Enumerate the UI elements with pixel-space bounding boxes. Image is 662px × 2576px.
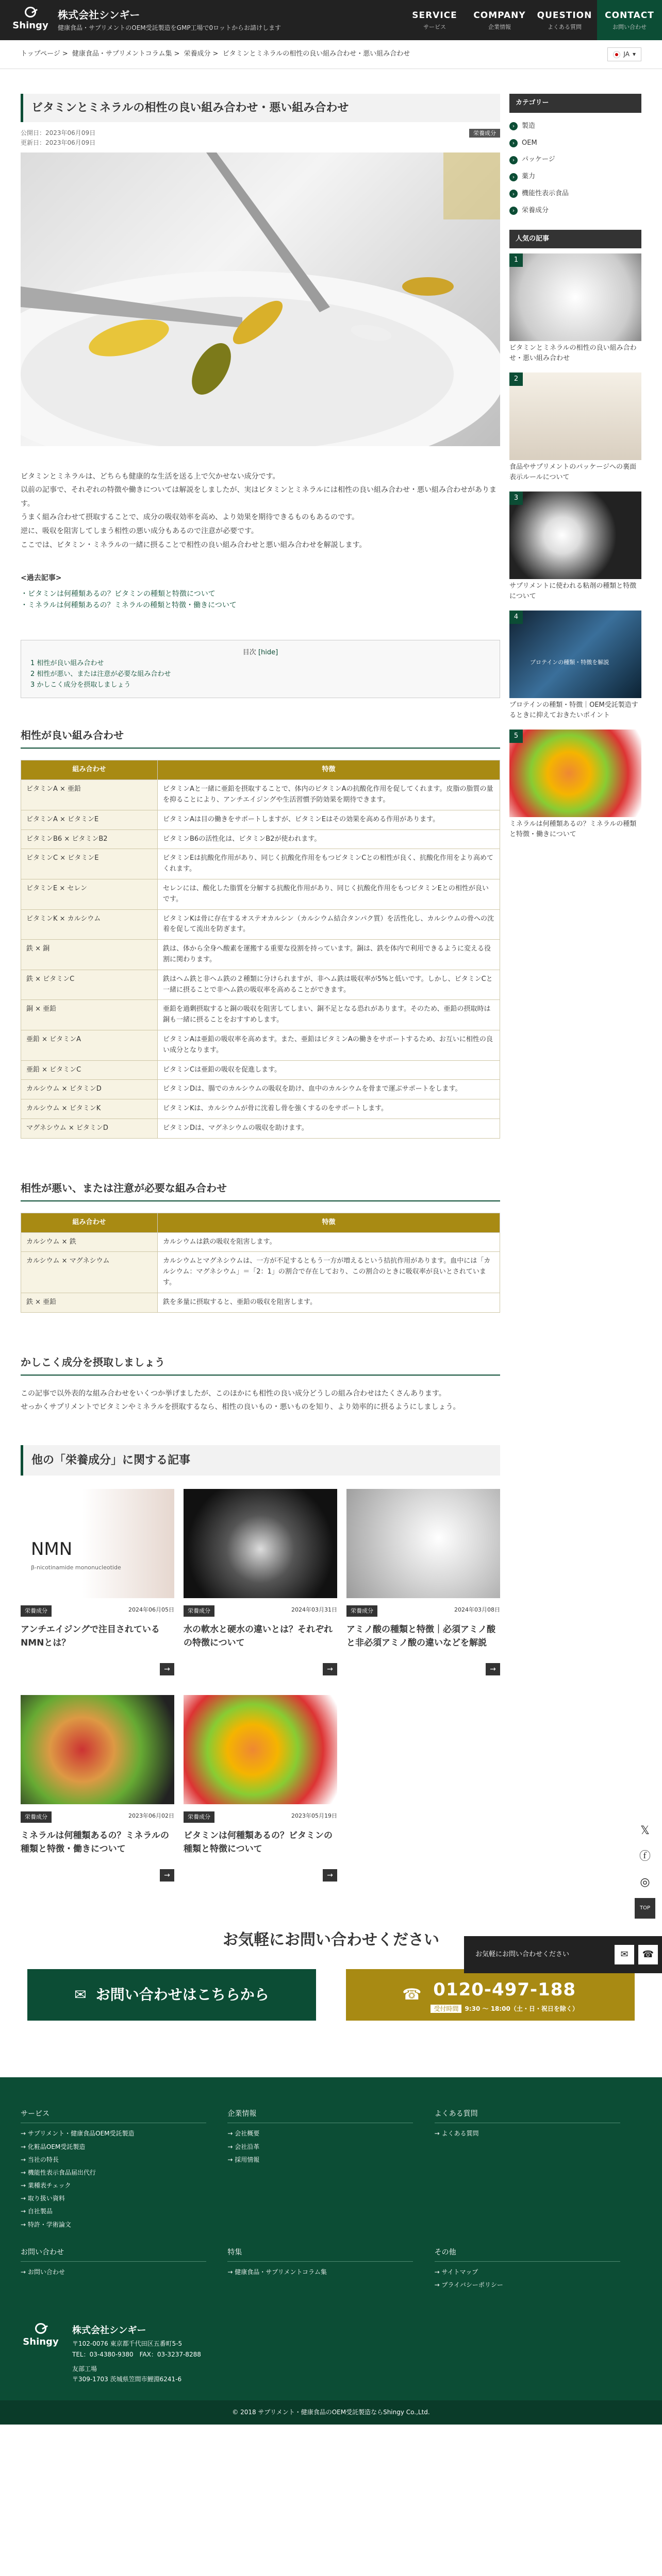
footer-company: 株式会社シンギー	[72, 2325, 146, 2336]
sidebar-category-item[interactable]	[509, 151, 641, 168]
nav-service[interactable]	[402, 0, 467, 40]
card-category-badge[interactable]: 栄養成分	[346, 1605, 377, 1617]
logo-ring-icon	[25, 7, 36, 18]
combination-cell: 鉄 × ビタミンC	[21, 970, 158, 1000]
feature-cell: ビタミンB6の活性化は、ビタミンB2が使われます。	[158, 829, 500, 849]
sidebar-category-item[interactable]	[509, 118, 641, 135]
combination-cell: 亜鉛 × ビタミンA	[21, 1030, 158, 1061]
table-row	[21, 1232, 500, 1252]
card-title: アンチエイジングで注目されているNMNとは？	[21, 1624, 160, 1648]
combination-cell: ビタミンC × ビタミンE	[21, 849, 158, 879]
feature-cell: セレンには、酸化した脂質を分解する抗酸化作用があり、同じく抗酸化作用をもつビタミンEとの相性が良いです。	[158, 879, 500, 910]
card-category-badge[interactable]: 栄養成分	[184, 1605, 214, 1617]
toc-title: 目次	[242, 649, 256, 657]
instagram-icon[interactable]: ◎	[640, 1876, 650, 1889]
article	[21, 94, 500, 1892]
popular-rank-badge: 3	[509, 492, 523, 505]
section-closing-heading: かしこく成分を摂取しましょう	[21, 1354, 500, 1376]
related-articles	[21, 1445, 500, 1892]
popular-heading: 人気の記事	[509, 230, 641, 249]
table-header: 組み合わせ	[21, 760, 158, 780]
breadcrumb-category[interactable]: 栄養成分	[184, 50, 211, 58]
feature-cell: 亜鉛を過剰摂取すると銅の吸収を阻害してしまい、銅不足となる恐れがあります。そのため、亜鉛の摂取時は銅も一緒に摂ることをおすすめします。	[158, 1000, 500, 1030]
table-row	[21, 780, 500, 810]
popular-article-image	[509, 372, 641, 460]
logo-text: Shingy	[23, 2336, 59, 2347]
table-header: 特徴	[158, 1213, 500, 1232]
chevron-right-icon: ›	[509, 207, 518, 215]
intro-text	[21, 470, 500, 552]
footer-column-heading: よくある質問	[435, 2108, 620, 2123]
logo-area[interactable]	[10, 7, 281, 33]
table-row	[21, 1252, 500, 1293]
combination-cell: カルシウム × マグネシウム	[21, 1252, 158, 1293]
article-title: ビタミンとミネラルの相性の良い組み合わせ・悪い組み合わせ	[21, 94, 500, 122]
related-card-image	[21, 1489, 174, 1598]
toc-item[interactable]: 1 相性が良い組み合わせ	[30, 659, 104, 668]
popular-article-image	[509, 253, 641, 341]
footer-link[interactable]: → サイトマップ	[434, 2268, 478, 2276]
popular-article-title: ミネラルは何種類あるの？ミネラルの種類と特徴・働きについて	[509, 820, 637, 838]
sidebar-category-label: 栄養成分	[522, 206, 549, 214]
popular-article-title: サプリメントに使われる粘剤の種類と特徴について	[509, 582, 637, 600]
combination-cell: カルシウム × ビタミンK	[21, 1099, 158, 1119]
logo-text: Shingy	[12, 20, 48, 31]
nav-ja: サービス	[423, 23, 446, 30]
popular-rank-badge: 2	[509, 372, 523, 386]
sidebar-category-item[interactable]	[509, 185, 641, 202]
card-date: 2024年03月31日	[291, 1606, 337, 1613]
card-date: 2024年06月05日	[128, 1606, 174, 1613]
sidebar-category-label: パッケージ	[522, 156, 555, 164]
hours-text: 9:30 ～ 18:00（土・日・祝日を除く）	[465, 2005, 578, 2012]
toc-item[interactable]: 3 かしこく成分を摂取しましょう	[30, 681, 131, 689]
combination-cell: ビタミンE × セレン	[21, 879, 158, 910]
intro-paragraph: ビタミンとミネラルは、どちらも健康的な生活を送る上で欠かせない成分です。	[21, 472, 280, 481]
table-row	[21, 829, 500, 849]
feature-cell: 鉄を多量に摂取すると、亜鉛の吸収を阻害します。	[158, 1293, 500, 1312]
card-title: ビタミンは何種類あるの？ビタミンの種類と特徴について	[184, 1830, 333, 1854]
footer-link[interactable]: → 健康食品・サプリメントコラム集	[227, 2268, 327, 2276]
card-meta	[346, 1605, 500, 1617]
table-row	[21, 970, 500, 1000]
feature-cell: ビタミンCは亜鉛の吸収を促進します。	[158, 1060, 500, 1080]
footer-link[interactable]: → お問い合わせ	[21, 2268, 65, 2276]
breadcrumb-home[interactable]: トップページ	[21, 50, 60, 58]
page-top-button[interactable]: TOP	[635, 1898, 655, 1919]
footer-column	[227, 2108, 434, 2231]
combination-cell: 銅 × 亜鉛	[21, 1000, 158, 1030]
footer-column	[227, 2247, 434, 2292]
social-floating	[628, 1816, 662, 1924]
feature-cell: 鉄は、体から全身へ酸素を運搬する重要な役割を持っています。銅は、鉄を体内で利用できるように変える役割に関わります。	[158, 940, 500, 970]
contact-form-label: お問い合わせはこちらから	[95, 1986, 269, 2003]
popular-rank-badge: 1	[509, 253, 523, 267]
feature-cell: 鉄はヘム鉄と非ヘム鉄の２種類に分けられますが、非ヘム鉄は吸収率が5%と低いです。しかし、ビタミンCと一緒に摂ることで非ヘム鉄の吸収率を高めることができます。	[158, 970, 500, 1000]
feature-cell: カルシウムは鉄の吸収を阻害します。	[158, 1232, 500, 1252]
table-row	[21, 1293, 500, 1312]
sidebar-category-item[interactable]	[509, 135, 641, 152]
related-card[interactable]	[184, 1695, 337, 1892]
combination-cell: ビタミンA × 亜鉛	[21, 780, 158, 810]
category-badge[interactable]: 栄養成分	[469, 129, 500, 138]
published-date: 公開日：2023年06月09日	[21, 129, 96, 137]
toc-hide-toggle[interactable]: [hide]	[258, 649, 278, 657]
nmn-image-subtext: β-nicotinamide mononucleotide	[31, 1564, 121, 1571]
popular-article[interactable]	[509, 730, 641, 839]
card-date: 2023年06月02日	[128, 1812, 174, 1819]
table-row	[21, 1060, 500, 1080]
arrow-right-icon: →	[323, 1869, 337, 1882]
card-date: 2024年03月08日	[454, 1606, 500, 1613]
card-meta	[184, 1811, 337, 1823]
combination-cell: 亜鉛 × ビタミンC	[21, 1060, 158, 1080]
intro-paragraph: 以前の記事で、それぞれの特徴や働きについては解説をしましたが、実はビタミンとミネラルには相性の良い組み合わせ・悪い組み合わせがあります。	[21, 486, 497, 508]
table-row	[21, 849, 500, 879]
card-title: ミネラルは何種類あるの？ミネラルの種類と特徴・働きについて	[21, 1830, 169, 1854]
nav-question[interactable]	[532, 0, 597, 40]
feature-cell: ビタミンAは亜鉛の吸収率を高めます。また、亜鉛はビタミンAの働きをサポートするため、お互いに相性の良い成分となります。	[158, 1030, 500, 1061]
footer-address: 〒102-0076 東京都千代田区五番町5-5	[72, 2340, 183, 2348]
intro-paragraph: うまく組み合わせて摂取することで、成分の吸収効率を高め、より効果を期待できるものもあるのです。	[21, 513, 359, 522]
footer-link[interactable]: → 機能性表示食品届出代行	[21, 2168, 96, 2176]
card-title: 水の軟水と硬水の違いとは？それぞれの特徴について	[184, 1624, 333, 1648]
past-article-link[interactable]: ・ビタミンは何種類あるの？ビタミンの種類と特徴について	[21, 589, 216, 598]
nav-en: QUESTION	[537, 10, 592, 21]
footer-column-heading: サービス	[21, 2108, 206, 2123]
updated-date: 更新日：2023年06月09日	[21, 139, 96, 147]
site-header	[0, 0, 662, 40]
bad-combinations-table	[21, 1213, 500, 1313]
related-card-image	[21, 1695, 174, 1804]
breadcrumb: トップページ > 健康食品・サプリメントコラム集 > 栄養成分 > ビタミンとミネラルの相性の良い組み合わせ・悪い組み合わせ JA ▾	[0, 40, 662, 69]
logo-ring-icon	[35, 2323, 46, 2334]
footer-factory: 友部工場	[72, 2365, 97, 2372]
combination-cell: 鉄 × 銅	[21, 940, 158, 970]
card-meta	[21, 1811, 174, 1823]
x-icon[interactable]: 𝕏	[640, 1824, 650, 1838]
closing-paragraph: せっかくサプリメントでビタミンやミネラルを摂取するなら、相性の良いもの・悪いものを知り、より効率的に摂るようにしましょう。	[21, 1403, 460, 1412]
table-row	[21, 1030, 500, 1061]
past-articles	[21, 572, 500, 611]
intro-paragraph: 逆に、吸収を阻害してしまう相性の悪い成分もあるので注意が必要です。	[21, 527, 258, 535]
table-header: 組み合わせ	[21, 1213, 158, 1232]
chevron-right-icon: ›	[509, 122, 518, 130]
chevron-right-icon: ›	[509, 190, 518, 198]
phone-button[interactable]	[346, 1969, 635, 2021]
popular-article-title: 食品やサプリメントのパッケージへの裏面表示ルールについて	[509, 463, 636, 481]
table-header: 特徴	[158, 760, 500, 780]
footer-column-heading: 特集	[227, 2247, 413, 2262]
popular-article-image	[509, 611, 641, 698]
related-card[interactable]	[21, 1695, 174, 1892]
copyright: © 2018 サプリメント・健康食品のOEM受託製造ならShingy Co.,Ltd.	[0, 2400, 662, 2425]
related-card[interactable]	[346, 1489, 500, 1686]
footer-link[interactable]: → 自社製品	[21, 2208, 53, 2215]
sidebar-category-label: 製造	[522, 122, 536, 130]
feature-cell: ビタミンAと一緒に亜鉛を摂取することで、体内のビタミンAの抗酸化作用を促してくれます。皮脂の脂質の量を抑ることにより、アンチエイジングや生活習慣予防効果を期待できます。	[158, 780, 500, 810]
feature-cell: カルシウムとマグネシウムは、一方が不足するともう一方が増えるという拮抗作用があります。血中には「カルシウム：マグネシウム」＝「2：1」の割合で存在しており、この割合のときに吸収率が良いとされています。	[158, 1252, 500, 1293]
card-meta	[184, 1605, 337, 1617]
footer-column-heading: その他	[435, 2247, 620, 2262]
popular-rank-badge: 5	[509, 730, 523, 743]
nav-ja: よくある質問	[548, 23, 582, 30]
closing-paragraph: この記事で以外表的な組み合わせをいくつか挙げましたが、このほかにも相性の良い成分どうしの組み合わせはたくさんあります。	[21, 1389, 446, 1398]
combination-cell: ビタミンB6 × ビタミンB2	[21, 829, 158, 849]
combination-cell: カルシウム × ビタミンD	[21, 1080, 158, 1099]
table-row	[21, 879, 500, 910]
feature-cell: ビタミンEは抗酸化作用があり、同じく抗酸化作用をもつビタミンCとの相性が良く、抗酸化作用をより高めてくれます。	[158, 849, 500, 879]
footer-logo[interactable]	[21, 2323, 61, 2350]
footer-tel: TEL：03-4380-9380 FAX：03-3237-8288	[72, 2350, 201, 2358]
popular-article-title: プロテインの種類・特徴｜OEM受託製造するときに抑えておきたいポイント	[509, 701, 638, 719]
combination-cell: 鉄 × 亜鉛	[21, 1293, 158, 1312]
combination-cell: ビタミンK × カルシウム	[21, 909, 158, 940]
sidebar-category-label: 機能性表示食品	[522, 189, 569, 197]
feature-cell: ビタミンKは、カルシウムが骨に沈着し骨を強くするのをサポートします。	[158, 1099, 500, 1119]
tagline: 健康食品・サプリメントのOEM受託製造をGMP工場で0ロットからお請けします	[58, 24, 281, 32]
arrow-right-icon: →	[323, 1663, 337, 1675]
footer-link[interactable]: → よくある質問	[434, 2130, 479, 2138]
popular-rank-badge: 4	[509, 611, 523, 624]
hero-image	[21, 152, 500, 446]
section-good-heading: 相性が良い組み合わせ	[21, 727, 500, 749]
nav-contact[interactable]	[597, 0, 662, 40]
table-row	[21, 1080, 500, 1099]
card-title: アミノ酸の種類と特徴｜必須アミノ酸と非必須アミノ酸の違いなどを解説	[346, 1624, 495, 1648]
table-row	[21, 909, 500, 940]
footer-link[interactable]: → プライバシーポリシー	[434, 2281, 503, 2289]
company-name: 株式会社シンギー	[58, 9, 140, 22]
floating-contact-text: お気軽にお問い合わせください	[475, 1950, 570, 1958]
combination-cell: カルシウム × 鉄	[21, 1232, 158, 1252]
card-meta	[21, 1605, 174, 1617]
footer-link[interactable]: → 採用情報	[227, 2156, 260, 2163]
table-row	[21, 810, 500, 829]
popular-article-image	[509, 492, 641, 579]
popular-article-title: ビタミンとミネラルの相性の良い組み合わせ・悪い組み合わせ	[509, 344, 637, 362]
popular-image-caption: プロテインの種類・特徴を解説	[530, 659, 609, 666]
chevron-right-icon: ›	[509, 173, 518, 181]
hours-badge: 受付時間	[431, 2005, 461, 2013]
nmn-image-text: NMN	[31, 1538, 73, 1560]
popular-article[interactable]	[509, 372, 641, 482]
language-selector[interactable]	[607, 47, 641, 61]
mail-icon[interactable]: ✉	[615, 1945, 634, 1964]
breadcrumb-current: ビタミンとミネラルの相性の良い組み合わせ・悪い組み合わせ	[222, 50, 410, 58]
popular-article-image	[509, 730, 641, 817]
good-combinations-table	[21, 760, 500, 1138]
popular-article[interactable]	[509, 253, 641, 363]
footer-link[interactable]: → 取り扱い資料	[21, 2195, 65, 2202]
footer-link[interactable]: → 業種表チェック	[21, 2182, 71, 2190]
combination-cell: マグネシウム × ビタミンD	[21, 1119, 158, 1139]
floating-contact-bar	[464, 1936, 662, 1973]
footer-column	[21, 2247, 227, 2292]
card-date: 2023年05月19日	[291, 1812, 337, 1819]
toc-item[interactable]: 2 相性が悪い、または注意が必要な組み合わせ	[30, 670, 171, 678]
related-card-image	[184, 1489, 337, 1598]
chevron-right-icon: ›	[509, 139, 518, 147]
sidebar-category-label: OEM	[522, 139, 537, 147]
global-nav	[402, 0, 662, 40]
card-category-badge[interactable]: 栄養成分	[21, 1811, 52, 1823]
nav-en: CONTACT	[605, 10, 654, 21]
table-row	[21, 1119, 500, 1139]
feature-cell: ビタミンAは目の働きをサポートしますが、ビタミンEはその効果を高める作用があります。	[158, 810, 500, 829]
footer-link[interactable]: → 会社沿革	[227, 2143, 260, 2150]
footer-factory-address: 〒309-1703 茨城県笠間市鯉淵6241-6	[72, 2376, 182, 2383]
table-of-contents	[21, 640, 500, 698]
table-row	[21, 1000, 500, 1030]
sidebar-category-item[interactable]	[509, 168, 641, 185]
popular-article[interactable]	[509, 492, 641, 601]
popular-article[interactable]	[509, 611, 641, 720]
past-articles-heading: <過去記事>	[21, 574, 62, 583]
footer-link[interactable]: → 特許・学術論文	[21, 2221, 71, 2228]
related-heading: 他の「栄養成分」に関する記事	[21, 1445, 500, 1476]
related-card[interactable]	[184, 1489, 337, 1686]
breadcrumb-column[interactable]: 健康食品・サプリメントコラム集	[72, 50, 172, 58]
chevron-right-icon: ›	[509, 156, 518, 164]
mail-icon: ✉	[74, 1986, 87, 2003]
fork-capsules-illustration	[21, 152, 500, 446]
footer-link[interactable]: → 化粧品OEM受託製造	[21, 2143, 86, 2150]
nav-en: COMPANY	[473, 10, 526, 21]
facebook-icon[interactable]: ⓕ	[639, 1850, 651, 1863]
card-category-badge[interactable]: 栄養成分	[21, 1605, 52, 1617]
footer-link[interactable]: → 会社概要	[227, 2130, 260, 2138]
language-label: JA	[623, 50, 630, 58]
footer-column	[435, 2247, 641, 2292]
sidebar	[509, 94, 641, 1892]
logo[interactable]	[10, 7, 51, 33]
footer-link[interactable]: → サプリメント・健康食品OEM受託製造	[21, 2130, 135, 2138]
footer-column	[21, 2108, 227, 2231]
feature-cell: ビタミンKは骨に存在するオステオカルシン（カルシウム結合タンパク質）を活性化し、カルシウムの骨への沈着を促して流出を防ぎます。	[158, 909, 500, 940]
nav-company[interactable]	[467, 0, 532, 40]
related-card-image	[184, 1695, 337, 1804]
related-card-image	[346, 1489, 500, 1598]
arrow-right-icon: →	[160, 1869, 174, 1882]
nav-ja: お問い合わせ	[613, 23, 647, 30]
phone-icon: ☎	[402, 1985, 422, 2004]
footer	[0, 2077, 662, 2400]
intro-paragraph: ここでは、ビタミン・ミネラルの一緒に摂ることで相性の良い組み合わせと悪い組み合わせを解説します。	[21, 540, 367, 549]
phone-icon[interactable]: ☎	[638, 1945, 658, 1964]
card-category-badge[interactable]: 栄養成分	[184, 1811, 214, 1823]
chevron-down-icon: ▾	[632, 50, 636, 58]
japan-flag-icon	[613, 51, 620, 58]
table-row	[21, 1099, 500, 1119]
footer-column	[435, 2108, 641, 2231]
footer-link[interactable]: → 当社の特長	[21, 2156, 59, 2163]
nav-ja: 企業情報	[488, 23, 511, 30]
contact-heading: お気軽にお問い合わせください	[223, 1930, 439, 1949]
related-card[interactable]	[21, 1489, 174, 1686]
past-article-link[interactable]: ・ミネラルは何種類あるの？ミネラルの種類と特徴・働きについて	[21, 601, 237, 609]
contact-form-button[interactable]	[27, 1969, 316, 2021]
closing-text	[21, 1387, 500, 1414]
combination-cell: ビタミンA × ビタミンE	[21, 810, 158, 829]
arrow-right-icon: →	[160, 1663, 174, 1675]
sidebar-category-label: 薬力	[522, 173, 536, 181]
section-bad-heading: 相性が悪い、または注意が必要な組み合わせ	[21, 1180, 500, 1201]
phone-number: 0120-497-188	[433, 1979, 576, 2001]
footer-column-heading: 企業情報	[227, 2108, 413, 2123]
sidebar-category-item[interactable]	[509, 202, 641, 219]
category-heading: カテゴリー	[509, 94, 641, 113]
table-row	[21, 940, 500, 970]
feature-cell: ビタミンDは、腸でのカルシウムの吸収を助け、血中のカルシウムを骨まで運ぶサポートをします。	[158, 1080, 500, 1099]
footer-column-heading: お問い合わせ	[21, 2247, 206, 2262]
feature-cell: ビタミンDは、マグネシウムの吸収を助けます。	[158, 1119, 500, 1139]
nav-en: SERVICE	[412, 10, 457, 21]
arrow-right-icon: →	[486, 1663, 500, 1675]
